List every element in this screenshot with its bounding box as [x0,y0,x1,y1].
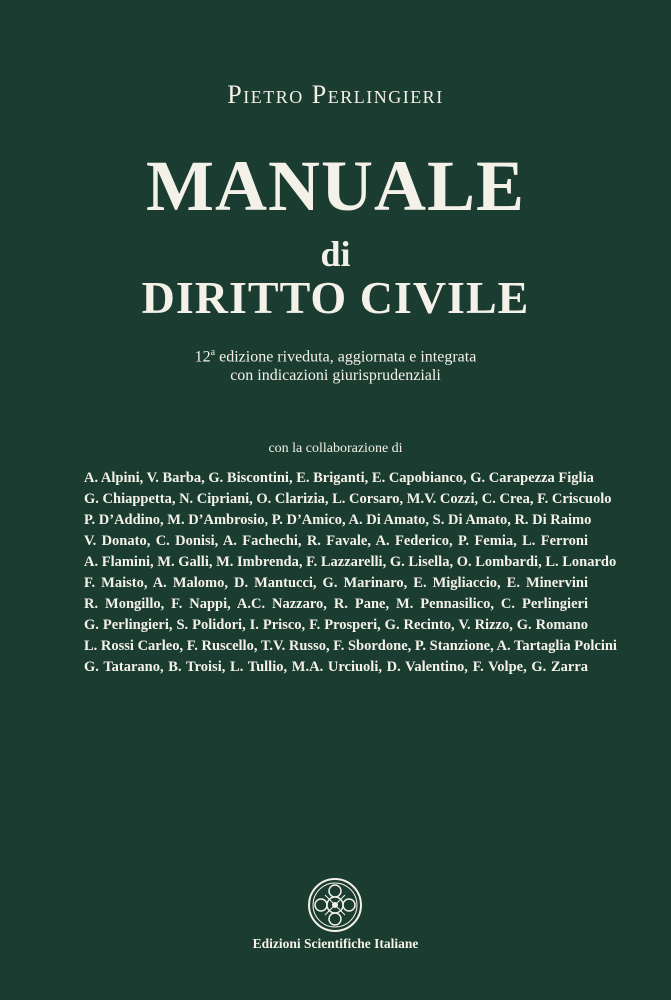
collaboration-label: con la collaborazione di [268,441,403,456]
contributors-line: G. Tatarano, B. Troisi, L. Tullio, M.A. Urciuoli, D. Valentino, F. Volpe, G. Zarra [84,659,588,675]
edition-note [0,343,671,385]
edition-superscript: a [210,347,216,358]
title-connector: di [320,234,351,274]
contributors-line: A. Alpini, V. Barba, G. Biscontini, E. Briganti, E. Capobianco, G. Carapezza Figlia [84,470,594,486]
title-subject: DIRITTO CIVILE [141,272,530,323]
contributors-line: P. D’Addino, M. D’Ambrosio, P. D’Amico, A. Di Amato, S. Di Amato, R. Di Raimo [84,512,592,528]
edition-line-1 [0,343,671,366]
title-main: MANUALE [146,146,525,226]
contributors-line: F. Maisto, A. Malomo, D. Mantucci, G. Marinaro, E. Migliaccio, E. Minervini [84,575,588,591]
publisher-name: Edizioni Scientifiche Italiane [252,936,419,951]
edition-line-2: con indicazioni giurisprudenziali [230,367,441,385]
contributors-line: R. Mongillo, F. Nappi, A.C. Nazzaro, R. Pane, M. Pennasilico, C. Perlingieri [84,596,588,612]
contributors-line: A. Flamini, M. Galli, M. Imbrenda, F. Lazzarelli, G. Lisella, O. Lombardi, L. Lonardo [84,554,617,570]
author-name: Pietro Perlingieri [227,80,444,109]
edition-text: edizione riveduta, aggiornata e integrata [215,348,477,366]
contributors-list [84,468,617,678]
contributors-line: V. Donato, C. Donisi, A. Fachechi, R. Favale, A. Federico, P. Femia, L. Ferroni [84,533,588,549]
contributors-line: G. Chiappetta, N. Cipriani, O. Clarizia, L. Corsaro, M.V. Cozzi, C. Crea, F. Criscuolo [84,491,612,507]
contributors-line: G. Perlingieri, S. Polidori, I. Prisco, F. Prosperi, G. Recinto, V. Rizzo, G. Romano [84,617,588,633]
edition-number: 12 [194,348,211,366]
contributors-line: L. Rossi Carleo, F. Ruscello, T.V. Russo, F. Sbordone, P. Stanzione, A. Tartaglia Polcini [84,638,617,654]
publisher-emblem-icon [307,877,363,933]
